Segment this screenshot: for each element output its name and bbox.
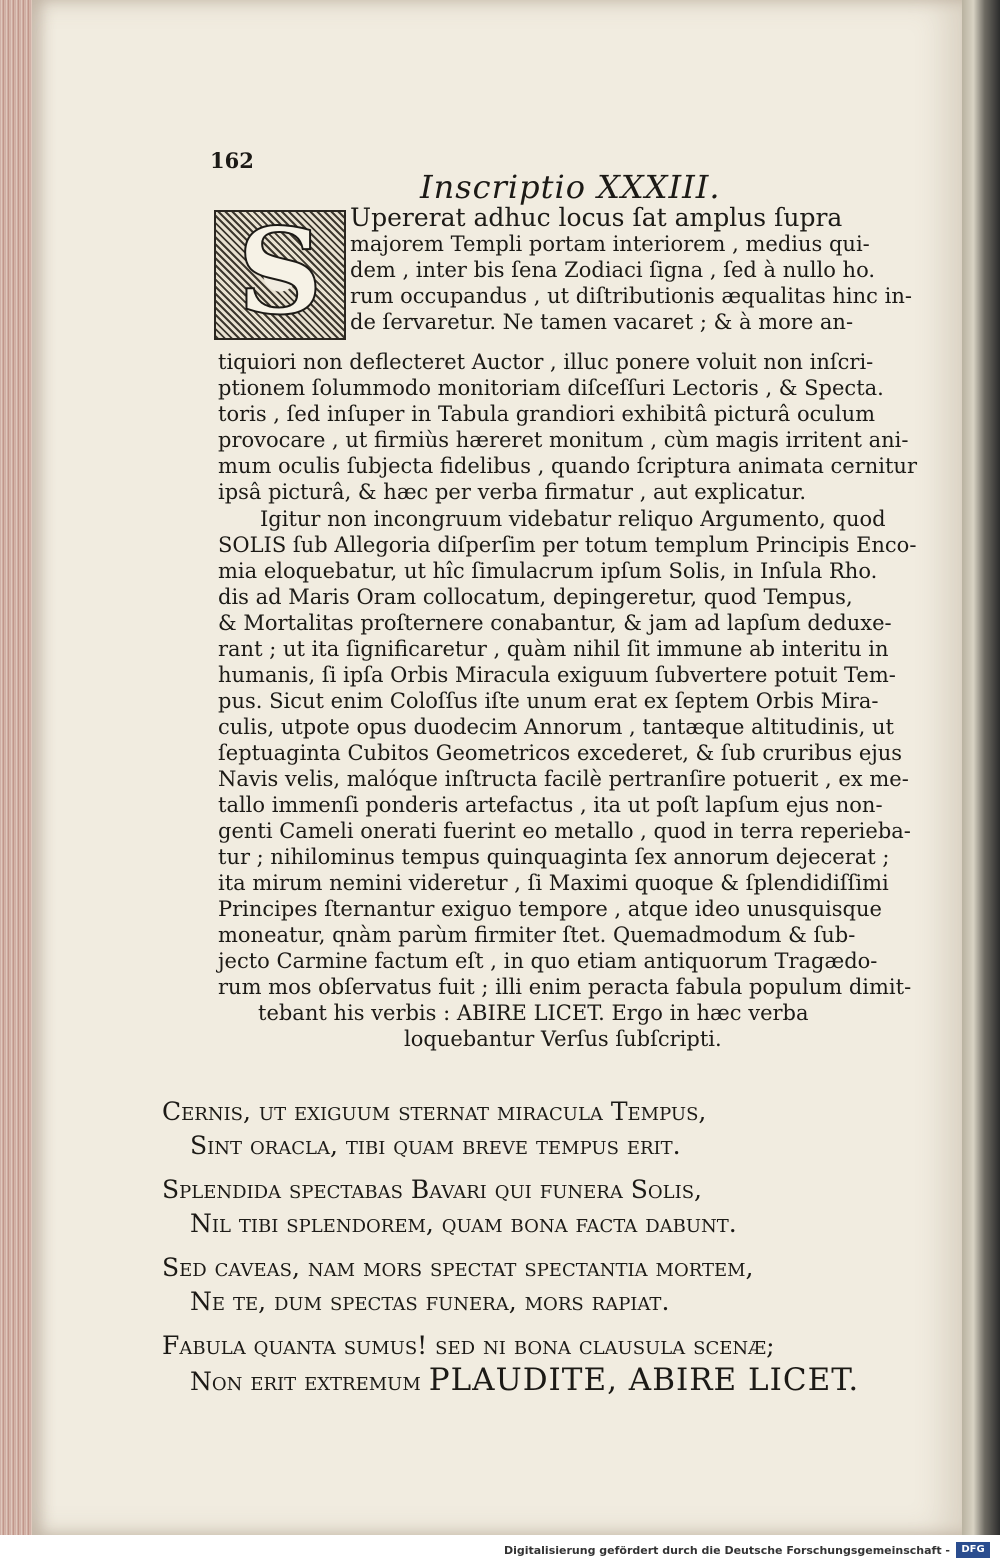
- verse-line: Splendida spectabas Bavari qui funera Solis,: [162, 1175, 702, 1204]
- text-line: tallo immenſi ponderis artefactus , ita ut poſt lapſum ejus non-: [218, 793, 883, 817]
- initial-letter: S: [237, 202, 323, 341]
- text-line: provocare , ut firmiùs hæreret monitum , cùm magis irritent ani-: [218, 428, 909, 452]
- text-line: & Mortalitas proſternere conabantur, & jam ad lapſum deduxe-: [218, 611, 892, 635]
- paragraph-1-top: [350, 205, 920, 335]
- inscription-heading: Inscriptio XXXIII.: [420, 168, 721, 206]
- dfg-logo: DFG: [956, 1542, 990, 1558]
- text-line: majorem Templi portam interiorem , medius qui-: [350, 232, 870, 256]
- text-line: genti Cameli onerati fuerint eo metallo , quod in terra reperieba-: [218, 819, 911, 843]
- text-line: Navis velis, malóque inſtructa facilè pertranſire potuerit , ex me-: [218, 767, 909, 791]
- text-line: Igitur non incongruum videbatur reliquo Argumento, quod: [260, 507, 886, 531]
- footer-credit: Digitalisierung gefördert durch die Deutsche Forschungsgemeinschaft -: [503, 1544, 950, 1557]
- text-line: dem , inter bis ſena Zodiaci ſigna , ſed à nullo ho.: [350, 258, 876, 282]
- verse-couplet: [162, 1095, 942, 1163]
- page-number: 162: [210, 148, 254, 173]
- verse-block: [162, 1095, 942, 1409]
- text-line: Principes ſternantur exiguo tempore , atque ideo unusquisque: [218, 897, 882, 921]
- text-line: moneatur, qnàm parùm firmiter ſtet. Quemadmodum & ſub-: [218, 923, 856, 947]
- text-line: jecto Carmine factum eſt , in quo etiam antiquorum Tragædo-: [218, 949, 878, 973]
- text-line: tiquiori non deflecteret Auctor , illuc ponere voluit non inſcri-: [218, 350, 874, 374]
- text-line: culis, utpote opus duodecim Annorum , tantæque altitudinis, ut: [218, 715, 894, 739]
- verse-couplet: [162, 1173, 942, 1241]
- text-line: Upererat adhuc locus ſat amplus ſupra: [350, 203, 843, 232]
- text-line: ptionem ſolummodo monitoriam diſceſſuri Lectoris , & Specta.: [218, 376, 884, 400]
- text-line: rum occupandus , ut diſtributionis æqualitas hinc in-: [350, 284, 912, 308]
- text-line: SOLIS ſub Allegoria diſperſim per totum templum Principis Enco-: [218, 533, 917, 557]
- verse-text-emphasis: PLAUDITE, ABIRE LICET.: [428, 1362, 860, 1398]
- verse-text: Non erit extremum: [190, 1367, 421, 1396]
- text-line: rum mos obſervatus fuit ; illi enim peracta fabula populum dimit-: [218, 975, 912, 999]
- verse-line: Sed caveas, nam mors spectat spectantia mortem,: [162, 1253, 754, 1282]
- verse-line: Cernis, ut exiguum sternat miracula Tempus,: [162, 1097, 707, 1126]
- text-line: ſeptuaginta Cubitos Geometricos excederet, & ſub cruribus ejus: [218, 741, 903, 765]
- ornamental-initial: [214, 202, 346, 341]
- verse-line: Sint oracla, tibi quam breve tempus erit.: [190, 1131, 681, 1160]
- text-line: tur ; nihilominus tempus quinquaginta ſex annorum dejecerat ;: [218, 845, 890, 869]
- verse-line: Nil tibi splendorem, quam bona facta dabunt.: [190, 1209, 737, 1238]
- text-line: humanis, ſi ipſa Orbis Miracula exiguum ſubvertere potuit Tem-: [218, 663, 896, 687]
- verse-line: Fabula quanta sumus! sed ni bona clausula scenæ;: [162, 1331, 775, 1360]
- book-edge-right: [962, 0, 1000, 1535]
- verse-line: Ne te, dum spectas funera, mors rapiat.: [190, 1287, 670, 1316]
- text-line: de ſervaretur. Ne tamen vacaret ; & à more an-: [350, 310, 854, 334]
- paragraph-1-bottom: [218, 349, 918, 505]
- text-line-centered: loquebantur Verſus ſubſcripti.: [404, 1027, 722, 1051]
- text-line: rant ; ut ita ſignificaretur , quàm nihil ſit immune ab interitu in: [218, 637, 889, 661]
- text-line: pus. Sicut enim Coloſſus iſte unum erat ex ſeptem Orbis Mira-: [218, 689, 879, 713]
- verse-couplet: [162, 1251, 942, 1319]
- text-line-centered: tebant his verbis : ABIRE LICET. Ergo in hæc verba: [258, 1001, 809, 1025]
- verse-couplet: [162, 1329, 942, 1399]
- paragraph-2: [218, 506, 918, 1052]
- text-line: mum oculis ſubjecta fidelibus , quando ſcriptura animata cernitur: [218, 454, 917, 478]
- verse-line-final: [162, 1363, 942, 1399]
- text-line: dis ad Maris Oram collocatum, depingeretur, quod Tempus,: [218, 585, 853, 609]
- text-line: ita mirum nemini videretur , ſi Maximi quoque & ſplendidiſſimi: [218, 871, 889, 895]
- text-line: toris , ſed inſuper in Tabula grandiori exhibitâ picturâ oculum: [218, 402, 876, 426]
- text-line: mia eloquebatur, ut hîc ſimulacrum ipſum Solis, in Inſula Rho.: [218, 559, 878, 583]
- footer-bar: [0, 1535, 1000, 1563]
- text-line: ipsâ picturâ, & hæc per verba firmatur , aut explicatur.: [218, 480, 807, 504]
